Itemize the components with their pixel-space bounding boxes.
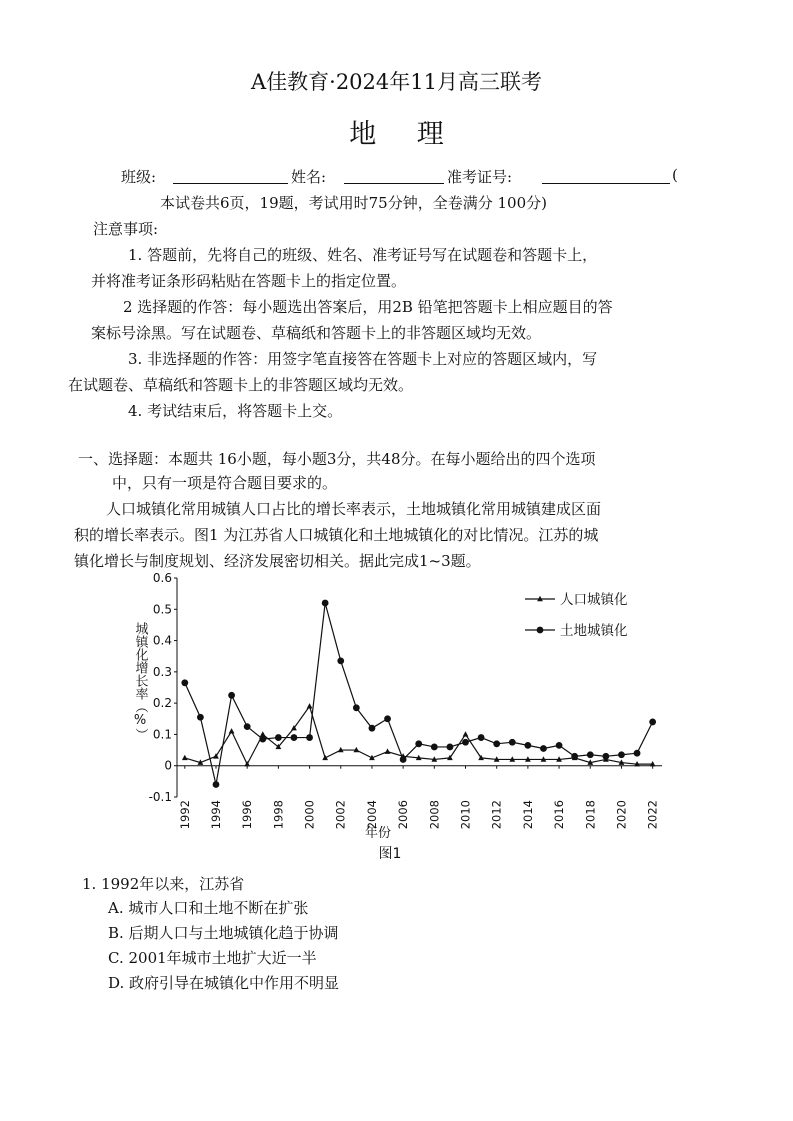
data-point xyxy=(291,734,298,741)
notice-line: 3. 非选择题的作答：用签字笔直接答在答题卡上对应的答题区域内，写 xyxy=(128,350,598,368)
y-tick-label: 0.6 xyxy=(152,572,172,585)
x-tick-label: 2020 xyxy=(614,800,629,830)
data-point xyxy=(306,734,313,741)
data-point xyxy=(587,751,594,758)
x-tick-label: 2016 xyxy=(552,800,567,830)
x-tick-label: 2004 xyxy=(364,800,379,830)
question-1-option-d[interactable]: D. 政府引导在城镇化中作用不明显 xyxy=(108,974,340,992)
x-tick-label: 2018 xyxy=(583,800,598,830)
chart-legend xyxy=(525,591,628,639)
data-point xyxy=(182,755,188,760)
x-tick-label: 2006 xyxy=(396,800,411,830)
x-tick-label: 2000 xyxy=(302,800,317,830)
data-point xyxy=(602,753,609,760)
x-axis-label: 年份 xyxy=(364,826,392,841)
data-point xyxy=(353,704,360,711)
y-tick-label: -0.1 xyxy=(148,790,172,804)
question-1-option-c[interactable]: C. 2001年城市土地扩大近一半 xyxy=(108,949,317,967)
data-point xyxy=(540,745,547,752)
x-tick-label: 1998 xyxy=(271,800,286,830)
x-tick-label: 2008 xyxy=(427,800,442,830)
ticket-label: 准考证号: xyxy=(447,168,513,186)
x-tick-label: 2012 xyxy=(489,800,504,830)
data-point xyxy=(618,751,625,758)
x-tick-label: 1992 xyxy=(177,800,192,830)
urbanization-line-chart xyxy=(110,572,680,867)
data-point xyxy=(649,719,656,726)
info-trailing: ( xyxy=(672,166,678,184)
name-label: 姓名: xyxy=(291,168,327,186)
data-point xyxy=(447,744,454,751)
section-heading: 一、选择题：本题共 16小题，每小题3分，共48分。在每小题给出的四个选项 xyxy=(78,450,596,468)
notice-heading: 注意事项: xyxy=(93,220,159,238)
question-1-option-b[interactable]: B. 后期人口与土地城镇化趋于协调 xyxy=(108,924,339,942)
x-tick-label: 2002 xyxy=(333,800,348,830)
notice-line: 2 选择题的作答：每小题选出答案后，用2B 铅笔把答题卡上相应题目的答 xyxy=(123,298,613,316)
data-point xyxy=(384,715,391,722)
notice-line: 1. 答题前，先将自己的班级、姓名、准考证号写在试题卷和答题卡上， xyxy=(128,246,598,264)
data-point xyxy=(322,600,329,607)
y-tick-label: 0.2 xyxy=(152,696,172,711)
y-axis-label: 城镇化增长率（%） xyxy=(132,622,148,741)
class-label: 班级: xyxy=(121,168,157,186)
data-point xyxy=(493,740,500,747)
section-heading-cont: 中，只有一项是符合题目要求的。 xyxy=(112,474,338,492)
question-1-stem: 1. 1992年以来，江苏省 xyxy=(82,875,245,893)
exam-title: A佳教育·2024年11月高三联考 xyxy=(250,70,542,94)
data-point xyxy=(462,739,469,746)
legend-label: 人口城镇化 xyxy=(560,592,628,608)
x-tick-label: 2022 xyxy=(645,800,660,830)
data-point xyxy=(431,744,438,751)
ticket-blank[interactable] xyxy=(542,168,670,184)
y-tick-label: 0 xyxy=(164,758,172,773)
notice-line: 在试题卷、草稿纸和答题卡上的非答题区域均无效。 xyxy=(68,376,414,394)
data-point xyxy=(556,742,563,749)
passage-line: 镇化增长与制度规划、经济发展密切相关。据此完成1~3题。 xyxy=(74,552,481,570)
exam-note: 本试卷共6页，19题，考试用时75分钟，全卷满分 100分) xyxy=(160,194,547,212)
data-point xyxy=(181,679,188,686)
legend-marker xyxy=(537,627,544,634)
y-tick-labels xyxy=(149,572,172,804)
data-point xyxy=(229,728,235,733)
data-point xyxy=(463,731,469,736)
data-point xyxy=(228,692,235,699)
data-point xyxy=(337,658,344,665)
notice-line: 并将准考证条形码粘贴在答题卡上的指定位置。 xyxy=(91,272,407,290)
data-point xyxy=(213,781,220,788)
x-tick-label: 2014 xyxy=(520,800,535,830)
y-tick-label: 0.3 xyxy=(152,664,172,679)
data-point xyxy=(307,703,313,708)
class-blank[interactable] xyxy=(173,168,288,184)
data-point xyxy=(244,761,250,766)
legend-label: 土地城镇化 xyxy=(560,623,628,639)
x-tick-label: 1996 xyxy=(240,800,255,830)
data-point xyxy=(509,739,516,746)
name-blank[interactable] xyxy=(344,168,444,184)
data-point xyxy=(634,750,641,757)
series-population xyxy=(182,703,656,766)
notice-line: 案标号涂黑。写在试题卷、草稿纸和答题卡上的非答题区域均无效。 xyxy=(91,324,542,342)
data-point xyxy=(197,714,204,721)
data-point xyxy=(385,748,391,753)
x-tick-label: 1994 xyxy=(208,800,223,830)
data-point xyxy=(369,725,376,732)
question-1-option-a[interactable]: A. 城市人口和土地不断在扩张 xyxy=(108,899,309,917)
data-point xyxy=(415,740,422,747)
figure-caption: 图1 xyxy=(378,846,402,862)
y-tick-label: 0.1 xyxy=(152,727,172,742)
data-point xyxy=(400,756,407,763)
data-point xyxy=(275,734,282,741)
passage-line: 人口城镇化常用城镇人口占比的增长率表示，土地城镇化常用城镇建成区面 xyxy=(106,500,602,518)
notice-line: 4. 考试结束后，将答题卡上交。 xyxy=(128,402,343,420)
data-point xyxy=(478,734,485,741)
y-tick-label: 0.5 xyxy=(152,602,172,617)
passage-line: 积的增长率表示。图1 为江苏省人口城镇化和土地城镇化的对比情况。江苏的城 xyxy=(74,526,599,544)
data-point xyxy=(571,753,578,760)
data-point xyxy=(259,736,266,743)
subject-title: 地 理 xyxy=(349,119,460,150)
x-tick-label: 2010 xyxy=(458,800,473,830)
data-point xyxy=(524,742,531,749)
data-point xyxy=(244,723,251,730)
x-tick-labels xyxy=(178,800,660,829)
y-tick-label: 0.4 xyxy=(152,633,172,648)
